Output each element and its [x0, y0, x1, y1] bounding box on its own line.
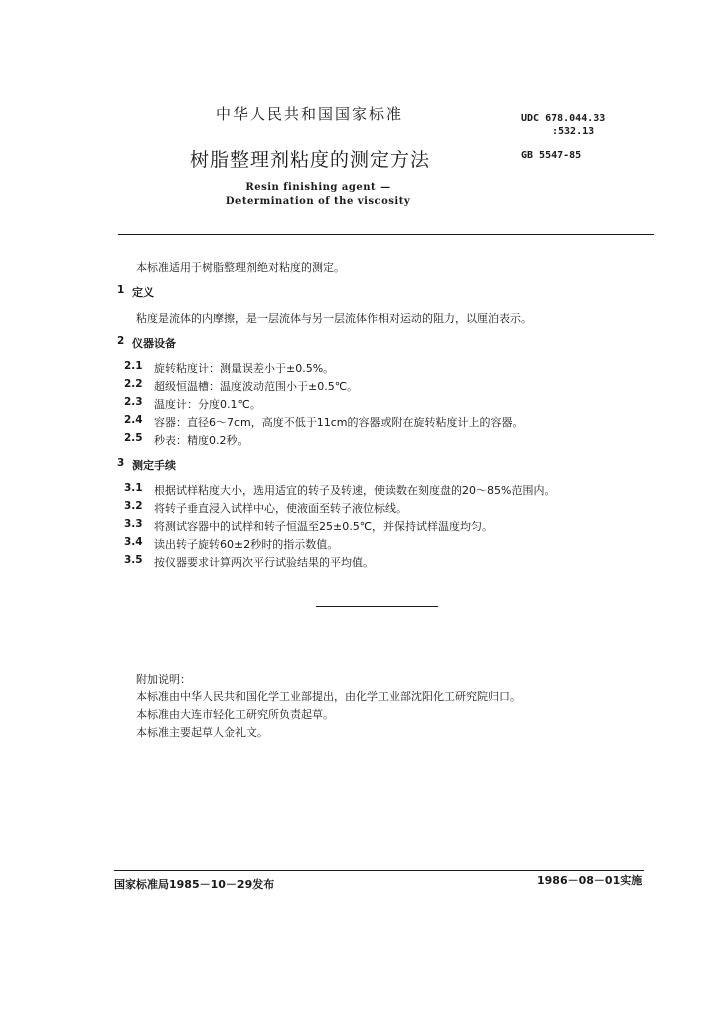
section-title: 定义 [132, 286, 154, 299]
item-text: 将测试容器中的试样和转子恒温至25±0.5℃，并保持试样温度均匀。 [154, 520, 494, 533]
item-number: 2.4 [124, 414, 143, 426]
item-number: 3.4 [124, 536, 143, 548]
section-number: 2 [117, 335, 125, 347]
item-number: 3.1 [124, 482, 143, 494]
standard-number: GB 5547-85 [521, 150, 582, 161]
scope-statement: 本标准适用于树脂整理剂绝对粘度的测定。 [136, 261, 345, 274]
notes-line: 本标准由大连市轻化工研究所负责起草。 [136, 708, 334, 721]
item-text: 按仪器要求计算两次平行试验结果的平均值。 [154, 556, 374, 569]
issuing-organization: 中华人民共和国国家标准 [216, 105, 404, 123]
document-title-chinese: 树脂整理剂粘度的测定方法 [190, 149, 431, 171]
footer-divider [114, 870, 644, 871]
item-text: 根据试样粘度大小，选用适宜的转子及转速，使读数在刻度盘的20～85%范围内。 [154, 484, 556, 497]
item-number: 2.3 [124, 396, 143, 408]
item-number: 2.5 [124, 432, 143, 444]
issue-date: 国家标准局1985－10－29发布 [114, 878, 275, 891]
item-text: 温度计：分度0.1℃。 [154, 398, 261, 411]
item-number: 3.3 [124, 518, 143, 530]
item-number: 3.5 [124, 554, 143, 566]
notes-line: 本标准由中华人民共和国化学工业部提出，由化学工业部沈阳化工研究院归口。 [136, 690, 521, 703]
section-title: 仪器设备 [132, 337, 176, 350]
definition-paragraph: 粘度是流体的内摩擦，是一层流体与另一层流体作相对运动的阻力，以厘泊表示。 [136, 312, 532, 325]
effective-date: 1986－08－01实施 [537, 874, 643, 887]
udc-code: UDC 678.044.33 [521, 113, 606, 124]
item-number: 2.1 [124, 360, 143, 372]
udc-code-continued: :532.13 [552, 126, 595, 137]
section-number: 1 [117, 284, 125, 296]
item-text: 旋转粘度计：测量误差小于±0.5%。 [154, 362, 335, 375]
section-title: 测定手续 [132, 459, 176, 472]
item-text: 将转子垂直浸入试样中心，使液面至转子液位标线。 [154, 502, 407, 515]
notes-heading: 附加说明： [136, 673, 191, 686]
item-text: 读出转子旋转60±2秒时的指示数值。 [154, 538, 339, 551]
header-divider [118, 234, 654, 235]
document-title-english-line1: Resin finishing agent — [245, 182, 391, 193]
item-text: 容器：直径6～7cm，高度不低于11cm的容器或附在旋转粘度计上的容器。 [154, 416, 524, 429]
item-text: 秒表：精度0.2秒。 [154, 434, 249, 447]
item-number: 2.2 [124, 378, 143, 390]
section-number: 3 [117, 457, 125, 469]
end-of-content-divider [316, 606, 438, 607]
document-title-english-line2: Determination of the viscosity [225, 196, 411, 207]
item-text: 超级恒温槽：温度波动范围小于±0.5℃。 [154, 380, 359, 393]
item-number: 3.2 [124, 500, 143, 512]
notes-line: 本标准主要起草人金礼文。 [136, 726, 268, 739]
